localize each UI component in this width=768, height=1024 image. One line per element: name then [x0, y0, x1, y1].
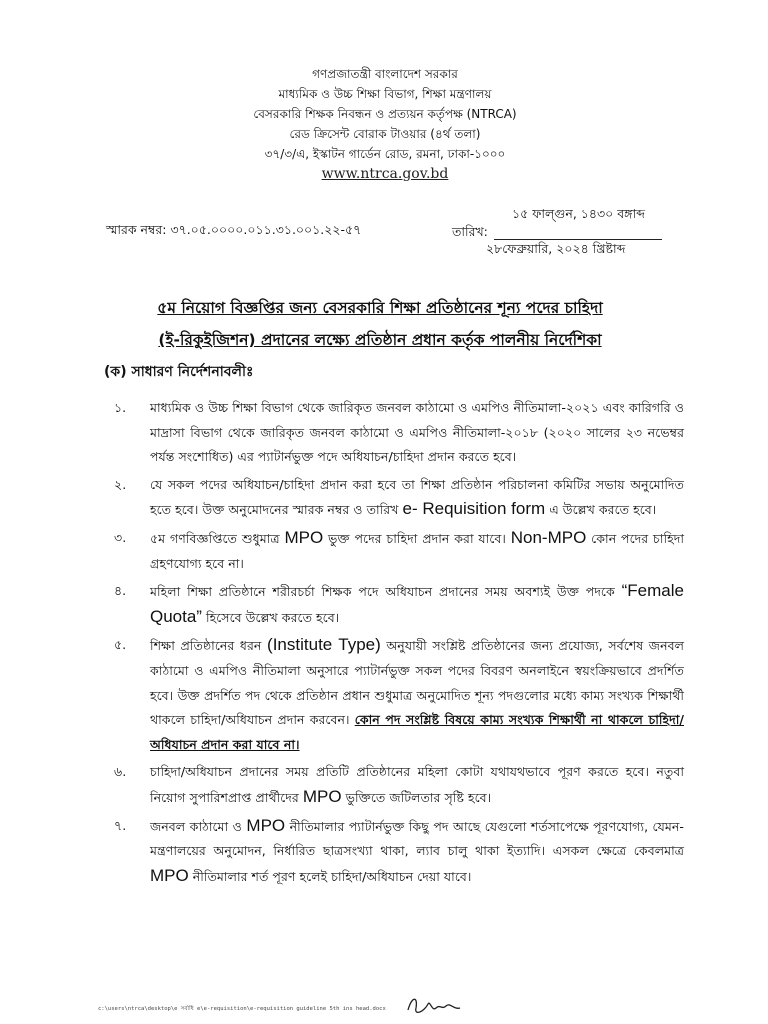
title-line-2: (ই-রিকুইজিশন) প্রদানের লক্ষ্যে প্রতিষ্ঠান প্রধান কর্তৃক পালনীয় নির্দেশিকা [158, 331, 602, 349]
header-line-address: ৩৭/৩/এ, ইস্কাটন গার্ডেন রোড, রমনা, ঢাকা-১০০০ [264, 147, 506, 161]
item-text: চাহিদা/অধিযাচন প্রদানের সময় প্রতিটি প্রতিষ্ঠানের মহিলা কোটা যথাযথভাবে পূরণ করতে হবে। নতুবা নিয়োগ সুপারিশপ্রাপ্ত প্রার্থীদের [150, 764, 684, 805]
list-item [104, 814, 684, 890]
memo-reference-number: ৩৭.০৫.০০০০.০১১.৩১.০০১.২২-৫৭ [170, 222, 362, 237]
item-text: নীতিমালার প্যাটার্নভুক্ত কিছু পদ আছে যেগুলো শর্তসাপেক্ষে পূরণযোগ্য, যেমন-মন্ত্রণালয়ের অনুমোদন, নির্ধারিত ছাত্রসংখ্যা থাকা, ল্যাব চালু থাকা ইত্যাদি। এসকল ক্ষেত্রে কেবলমাত্র [150, 818, 684, 859]
date-label: তারিখ: [452, 224, 488, 239]
list-item [104, 396, 684, 470]
item-number: ৭. [114, 817, 127, 833]
item-text: হিসেবে উল্লেখ করতে হবে। [206, 609, 340, 625]
item-text: যে সকল পদের অধিযাচন/চাহিদা প্রদান করা হবে তা শিক্ষা প্রতিষ্ঠান পরিচালনা কমিটির সভায় অনুমোদিত হতে হবে। উক্ত অনুমোদনের স্মারক নম্বর ও তারিখ [150, 476, 684, 518]
item-text: ৫ম গণবিজ্ঞপ্তিতে শুধুমাত্র [150, 530, 280, 546]
item-number: ৬. [114, 764, 127, 780]
date-divider [494, 239, 662, 240]
section-heading: (ক) সাধারণ নির্দেশনাবলীঃ [104, 364, 254, 380]
item-latin-term: (Institute Type) [267, 635, 381, 655]
item-number: ৩. [114, 529, 127, 545]
header-line-division: মাধ্যমিক ও উচ্চ শিক্ষা বিভাগ, শিক্ষা মন্ত্রণালয় [278, 87, 492, 101]
signature-icon [404, 992, 464, 1018]
website-link[interactable]: www.ntrca.gov.bd [321, 166, 449, 182]
item-number: ২. [114, 476, 127, 492]
item-text: কোন পদের চাহিদা গ্রহণযোগ্য হবে না। [150, 530, 684, 571]
item-latin-term: MPO [284, 527, 324, 547]
letterhead [170, 64, 600, 184]
item-text: জনবল কাঠামো ও [150, 818, 242, 834]
list-item [104, 526, 684, 576]
memo-reference [106, 222, 361, 242]
date-gregorian: ২৮ফেব্রুয়ারি, ২০২৪ খ্রিষ্টাব্দ [486, 241, 626, 256]
item-number: ১. [114, 400, 127, 415]
item-latin-term: MPO [150, 865, 189, 885]
item-latin-term: MPO [246, 815, 286, 835]
date-bangla: ১৫ ফাল্গুন, ১৪৩০ বঙ্গাব্দ [512, 206, 645, 221]
item-latin-term: e- Requisition form [402, 499, 546, 519]
item-text: এ উল্লেখ করতে হবে। [549, 502, 657, 518]
item-number: ৪. [114, 583, 127, 599]
document-title [90, 292, 670, 356]
list-item [104, 633, 684, 757]
list-item [104, 760, 684, 810]
item-text: অনুযায়ী সংশ্লিষ্ট প্রতিষ্ঠানের জন্য প্রযোজ্য, সর্বশেষ জনবল কাঠামো ও এমপিও নীতিমালা অনুসারে প্যাটার্নভুক্ত সকল পদের বিবরণ অনলাইনে স্বয়ংক্রিয়ভাবে প্রদর্শিত হবে। উক্ত প্রদর্শিত পদ থেকে প্রতিষ্ঠান প্রধান শুধুমাত্র অনুমোদিত শূন্য পদগুলোর মধ্যে কাম্য সংখ্যক শিক্ষার্থী থাকলে চাহিদা/অধিযাচন প্রদান করবেন। [150, 638, 684, 728]
item-text: ভুক্তিতে জটিলতার সৃষ্টি হবে। [345, 789, 492, 805]
list-item [104, 579, 684, 630]
instruction-list [104, 396, 684, 892]
item-text: ভুক্ত পদের চাহিদা প্রদান করা যাবে। [328, 530, 506, 546]
item-latin-term: MPO [302, 786, 342, 806]
header-line-building: রেড ক্রিসেন্ট বোরাক টাওয়ার (৪র্থ তলা) [289, 127, 481, 141]
list-item [104, 473, 684, 523]
item-text: মাধ্যমিক ও উচ্চ শিক্ষা বিভাগ থেকে জারিকৃত জনবল কাঠামো ও এমপিও নীতিমালা-২০২১ এবং কারিগরি ও মাদ্রাসা বিভাগ থেকে জারিকৃত জনবল কাঠামো ও এমপিও নীতিমালা-২০১৮ (২০২০ সালের ২৩ নভেম্বর পর্যন্ত সংশোধিত) এর প্যাটার্নভুক্ত পদে অধিযাচন/চাহিদা প্রদান করতে হবে। [150, 400, 684, 465]
item-text: মহিলা শিক্ষা প্রতিষ্ঠানে শরীরচর্চা শিক্ষক পদে অধিযাচন প্রদানের সময় অবশ্যই উক্ত পদকে [150, 584, 615, 600]
header-line-government: গণপ্রজাতন্ত্রী বাংলাদেশ সরকার [312, 67, 458, 81]
item-text: শিক্ষা প্রতিষ্ঠানের ধরন [150, 638, 262, 654]
item-latin-term: Non-MPO [510, 527, 587, 547]
title-line-1: ৫ম নিয়োগ বিজ্ঞপ্তির জন্য বেসরকারি শিক্ষা প্রতিষ্ঠানের শূন্য পদের চাহিদা [157, 299, 603, 317]
item-latin-term: “Female Quota” [150, 581, 684, 626]
file-path-footer: c:\users\ntrca\desktop\e সর্বাধি e\e-requisition\e-requisition guideline 5th ins head.docx [98, 1006, 386, 1012]
item-number: ৫. [114, 637, 127, 653]
item-emphasis: কোন পদ সংশ্লিষ্ট বিষয়ে কাম্য সংখ্যক শিক্ষার্থী না থাকলে চাহিদা/অধিযাচন প্রদান করা যাবে না। [150, 712, 684, 752]
header-line-authority: বেসরকারি শিক্ষক নিবন্ধন ও প্রত্যয়ন কর্তৃপক্ষ (NTRCA) [253, 107, 517, 121]
item-text: নীতিমালার শর্ত পূরণ হলেই চাহিদা/অধিযাচন দেয়া যাবে। [192, 868, 472, 884]
memo-reference-label: স্মারক নম্বর: [106, 222, 167, 237]
